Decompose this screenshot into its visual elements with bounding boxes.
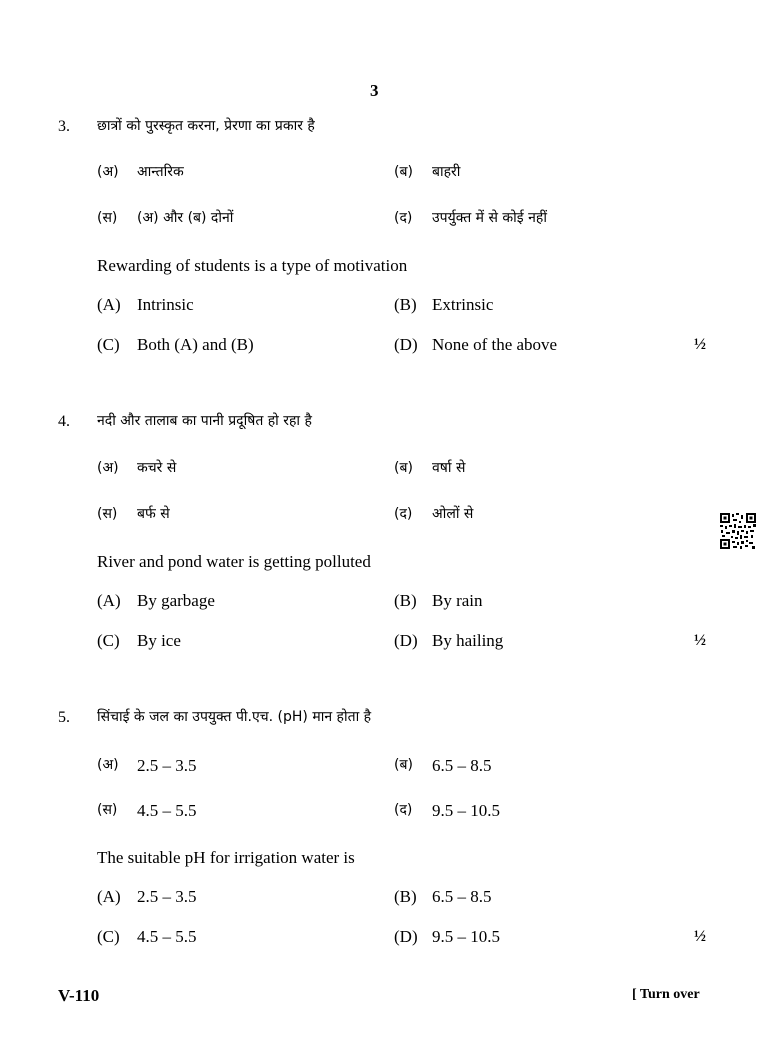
question-number: 5. xyxy=(58,709,70,726)
option-label: (D) xyxy=(394,335,418,354)
option-text: Both (A) and (B) xyxy=(137,335,254,354)
option-label: (द) xyxy=(394,506,413,522)
option-label: (ब) xyxy=(394,460,413,476)
option-text: कचरे से xyxy=(137,460,177,476)
option-label: (A) xyxy=(97,591,121,610)
option-text: By ice xyxy=(137,631,181,650)
option-label: (स) xyxy=(97,802,118,818)
option-text: 2.5 – 3.5 xyxy=(137,756,197,775)
question-text-english: Rewarding of students is a type of motivation xyxy=(97,256,408,275)
option-label: (B) xyxy=(394,591,417,610)
option-text: 6.5 – 8.5 xyxy=(432,887,492,906)
option-text: None of the above xyxy=(432,335,558,354)
option-label: (अ) xyxy=(97,460,119,476)
option-label: (द) xyxy=(394,210,413,226)
option-label: (D) xyxy=(394,927,418,946)
option-label: (B) xyxy=(394,887,417,906)
question-text-hindi: नदी और तालाब का पानी प्रदूषित हो रहा है xyxy=(97,413,312,429)
question-number: 4. xyxy=(58,413,70,430)
question-text-english: River and pond water is getting polluted xyxy=(97,552,371,571)
option-text: आन्तरिक xyxy=(137,164,184,180)
question-text-english: The suitable pH for irrigation water is xyxy=(97,848,355,867)
option-text: 2.5 – 3.5 xyxy=(137,887,197,906)
option-label: (स) xyxy=(97,210,118,226)
option-text: (अ) और (ब) दोनों xyxy=(137,210,234,226)
option-text: 9.5 – 10.5 xyxy=(432,927,500,946)
turn-over-note: [ Turn over xyxy=(632,987,700,1002)
question-number: 3. xyxy=(58,118,70,135)
option-label: (B) xyxy=(394,295,417,314)
marks: ½ xyxy=(694,336,706,353)
option-label: (ब) xyxy=(394,757,413,773)
option-text: बाहरी xyxy=(432,164,461,180)
option-text: Intrinsic xyxy=(137,295,194,314)
option-label: (A) xyxy=(97,887,121,906)
qr-code-icon xyxy=(720,513,756,549)
question-text-hindi: सिंचाई के जल का उपयुक्त पी.एच. (pH) मान होता है xyxy=(97,709,372,725)
option-label: (अ) xyxy=(97,164,119,180)
option-label: (D) xyxy=(394,631,418,650)
marks: ½ xyxy=(694,632,706,649)
option-text: 4.5 – 5.5 xyxy=(137,801,197,820)
option-text: 6.5 – 8.5 xyxy=(432,756,492,775)
option-text: 9.5 – 10.5 xyxy=(432,801,500,820)
option-label: (ब) xyxy=(394,164,413,180)
option-label: (A) xyxy=(97,295,121,314)
paper-code: V-110 xyxy=(58,986,100,1005)
option-label: (अ) xyxy=(97,757,119,773)
option-text: ओलों से xyxy=(432,506,474,522)
option-label: (C) xyxy=(97,631,120,650)
marks: ½ xyxy=(694,928,706,945)
option-label: (द) xyxy=(394,802,413,818)
option-text: By garbage xyxy=(137,591,215,610)
option-text: Extrinsic xyxy=(432,295,494,314)
option-text: उपर्युक्त में से कोई नहीं xyxy=(432,210,547,226)
page-number: 3 xyxy=(370,81,379,100)
option-text: By rain xyxy=(432,591,483,610)
option-text: 4.5 – 5.5 xyxy=(137,927,197,946)
question-text-hindi: छात्रों को पुरस्कृत करना, प्रेरणा का प्रकार है xyxy=(97,118,315,134)
option-text: बर्फ से xyxy=(137,506,170,522)
option-label: (C) xyxy=(97,335,120,354)
option-text: वर्षा से xyxy=(432,460,466,476)
option-text: By hailing xyxy=(432,631,504,650)
option-label: (C) xyxy=(97,927,120,946)
option-label: (स) xyxy=(97,506,118,522)
